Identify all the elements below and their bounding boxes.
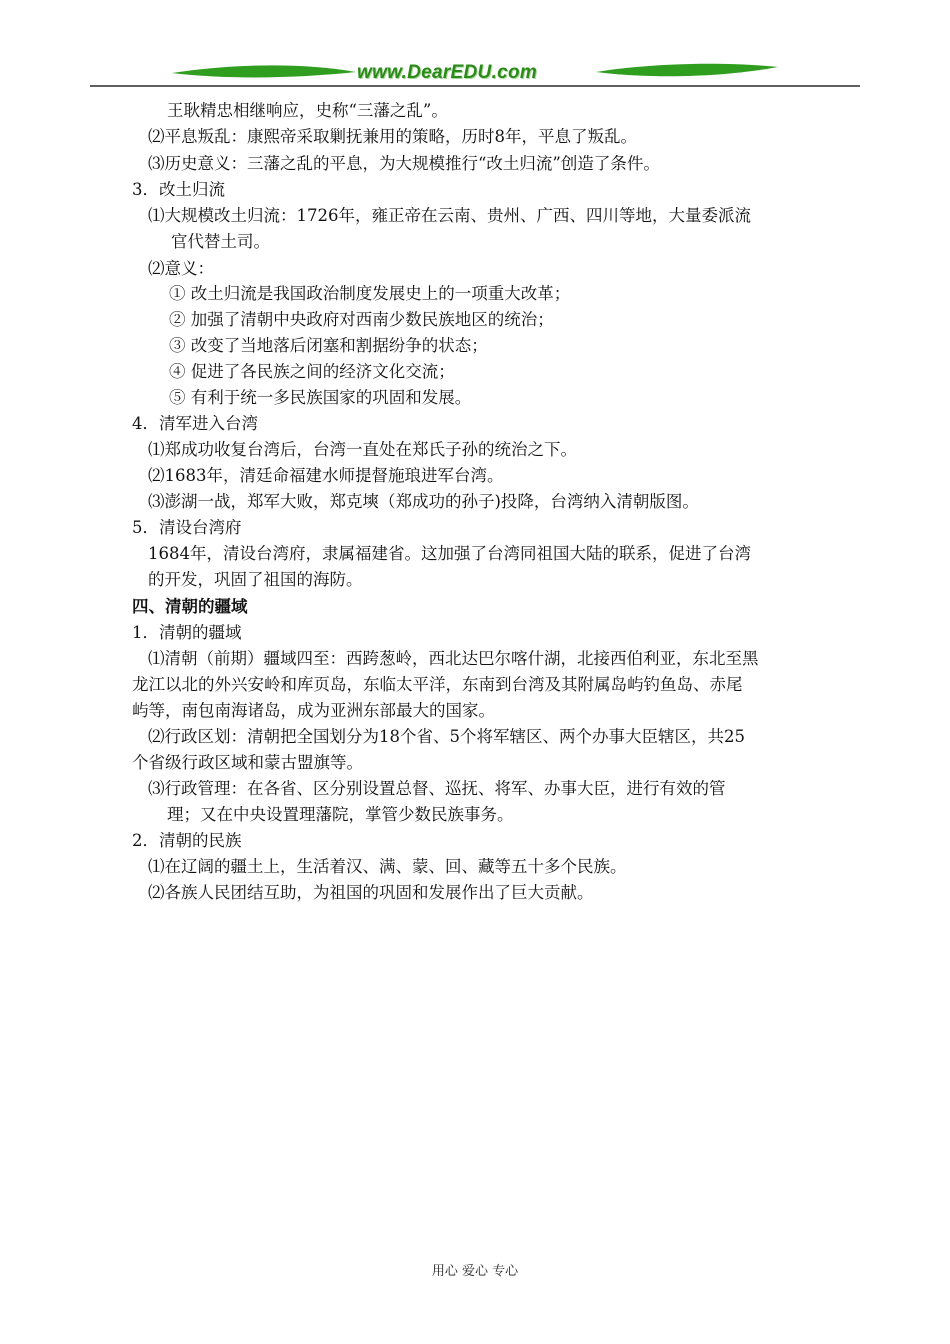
text-line: ⑵各族人民团结互助，为祖国的巩固和发展作出了巨大贡献。 bbox=[148, 883, 594, 902]
text-line: ⑵意义： bbox=[148, 259, 214, 278]
text-line: ⑴清朝（前期）疆域四至：西跨葱岭，西北达巴尔喀什湖，北接西伯利亚，东北至黑 bbox=[148, 649, 759, 668]
text-line: ⑴郑成功收复台湾后，台湾一直处在郑氏子孙的统治之下。 bbox=[148, 440, 577, 459]
text-line: ⑵1683年，清廷命福建水师提督施琅进军台湾。 bbox=[148, 466, 504, 485]
text-line: 理；又在中央设置理藩院，掌管少数民族事务。 bbox=[167, 805, 514, 824]
text-line: ⑵平息叛乱：康熙帝采取剿抚兼用的策略，历时8年，平息了叛乱。 bbox=[148, 127, 637, 146]
page-footer: 用心 爱心 专心 bbox=[431, 1264, 519, 1279]
list-item: ⑤ 有利于统一多民族国家的巩固和发展。 bbox=[169, 388, 472, 407]
site-logo[interactable]: www.DearEDU.com bbox=[357, 62, 538, 83]
section-heading: 5．清设台湾府 bbox=[132, 518, 242, 537]
list-item: ① 改土归流是我国政治制度发展史上的一项重大改革； bbox=[169, 284, 571, 303]
text-line: 个省级行政区域和蒙古盟旗等。 bbox=[132, 753, 363, 772]
text-line: 屿等，南包南海诸岛，成为亚洲东部最大的国家。 bbox=[132, 701, 495, 720]
section-heading: 3．改土归流 bbox=[132, 180, 225, 199]
list-item: ② 加强了清朝中央政府对西南少数民族地区的统治； bbox=[169, 310, 554, 329]
list-item: ③ 改变了当地落后闭塞和割据纷争的状态； bbox=[169, 336, 488, 355]
text-line: ⑶澎湖一战，郑军大败，郑克塽（郑成功的孙子)投降，台湾纳入清朝版图。 bbox=[148, 492, 699, 511]
text-line: ⑶历史意义：三藩之乱的平息，为大规模推行“改土归流”创造了条件。 bbox=[148, 154, 660, 173]
text-line: 的开发，巩固了祖国的海防。 bbox=[148, 570, 363, 589]
text-line: ⑶行政管理：在各省、区分别设置总督、巡抚、将军、办事大臣，进行有效的管 bbox=[148, 779, 726, 798]
text-line: 1684年，清设台湾府，隶属福建省。这加强了台湾同祖国大陆的联系，促进了台湾 bbox=[148, 544, 751, 563]
section-heading: 1．清朝的疆域 bbox=[132, 623, 242, 642]
section-heading: 2．清朝的民族 bbox=[132, 831, 242, 850]
list-item: ④ 促进了各民族之间的经济文化交流； bbox=[169, 362, 455, 381]
text-line: ⑵行政区划：清朝把全国划分为18个省、5个将军辖区、两个办事大臣辖区，共25 bbox=[148, 727, 745, 746]
text-line: ⑴大规模改土归流：1726年，雍正帝在云南、贵州、广西、四川等地，大量委派流 bbox=[148, 206, 751, 225]
page-header bbox=[0, 0, 950, 92]
chapter-heading: 四、清朝的疆域 bbox=[132, 597, 248, 616]
text-line: 官代替土司。 bbox=[171, 232, 270, 251]
text-line: 王耿精忠相继响应，史称“三藩之乱”。 bbox=[167, 101, 448, 120]
section-heading: 4．清军进入台湾 bbox=[132, 414, 258, 433]
text-line: ⑴在辽阔的疆土上，生活着汉、满、蒙、回、藏等五十多个民族。 bbox=[148, 857, 627, 876]
text-line: 龙江以北的外兴安岭和库页岛，东临太平洋，东南到台湾及其附属岛屿钓鱼岛、赤尾 bbox=[132, 675, 743, 694]
